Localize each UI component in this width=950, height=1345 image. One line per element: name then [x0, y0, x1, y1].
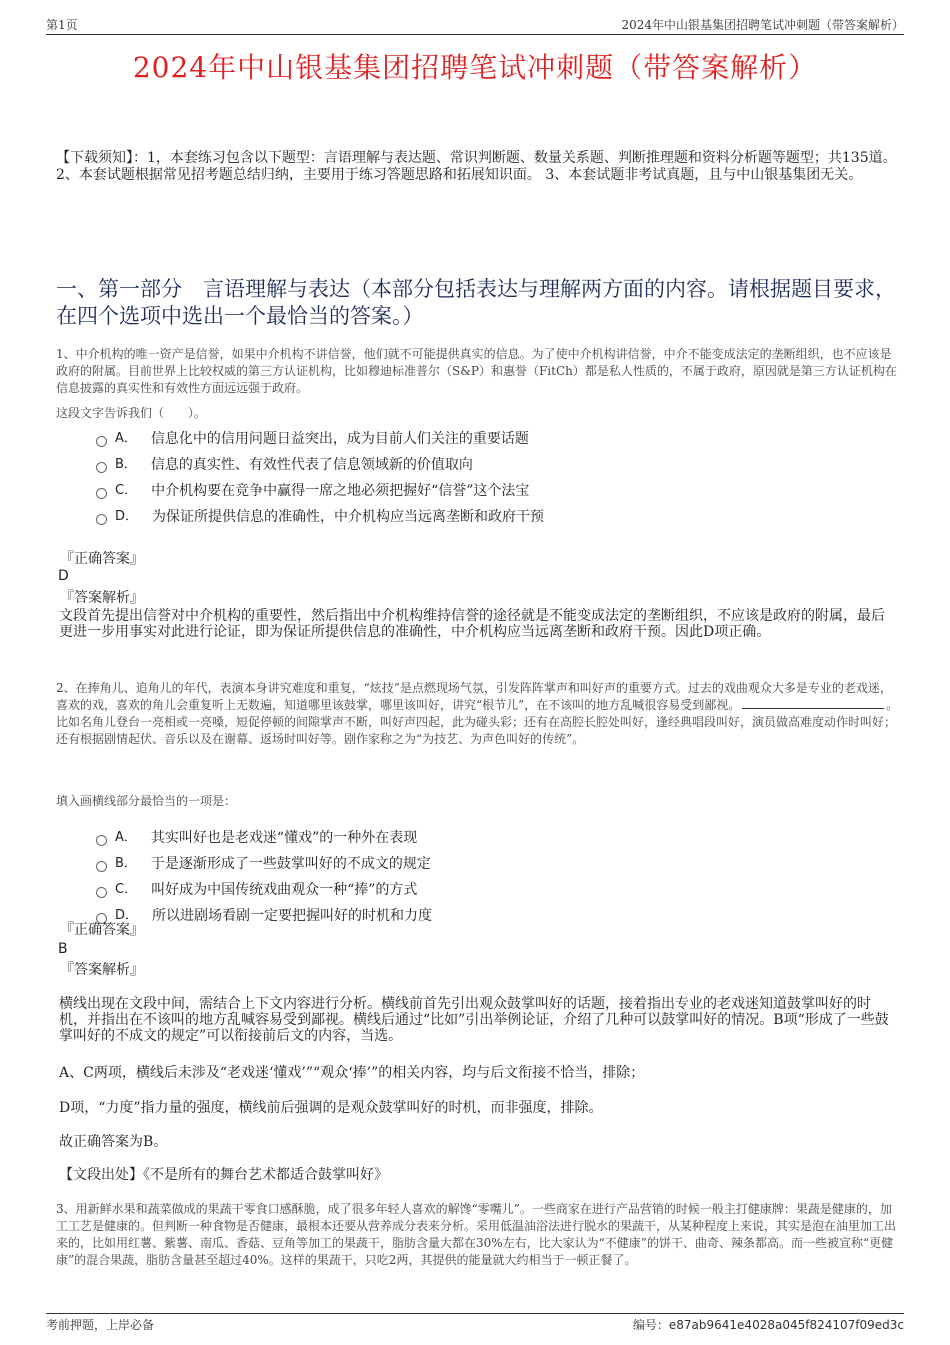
question-1-option-d[interactable]	[96, 504, 896, 530]
option-text: 信息化中的信用问题日益突出，成为目前人们关注的重要话题	[150, 431, 529, 447]
radio-icon[interactable]	[96, 835, 107, 846]
question-2-stem-before: 2、在捧角儿、追角儿的年代，表演本身讲究难度和重复，“炫技”是点燃现场气氛，引发阵阵掌声和叫好声的重要方式。过去的戏曲观众大多是专业的老戏迷，喜欢的戏，喜欢的角儿会重复听上无数遍，知道哪里该鼓掌，哪里该叫好，讲究“根节儿”，在不该叫的地方乱喊很容易受到鄙视。	[56, 681, 892, 712]
question-1-prompt: 这段文字告诉我们（ ）。	[56, 406, 207, 420]
option-letter: A．	[115, 830, 137, 845]
option-text: 其实叫好也是老戏迷“懂戏”的一种外在表现	[150, 830, 418, 846]
question-2-option-a[interactable]	[96, 825, 896, 851]
question-2-option-b[interactable]	[96, 851, 896, 877]
option-letter: C．	[115, 483, 138, 498]
radio-icon[interactable]	[96, 861, 107, 872]
radio-icon[interactable]	[96, 462, 107, 473]
option-letter: B．	[115, 457, 137, 472]
section-heading: 一、第一部分 言语理解与表达（本部分包括表达与理解两方面的内容。请根据题目要求，在四个选项中选出一个最恰当的答案。）	[56, 277, 896, 328]
option-letter: B．	[115, 856, 137, 871]
question-3-stem: 3、用新鲜水果和蔬菜做成的果蔬干零食口感酥脆，成了很多年轻人喜欢的解馋“零嘴儿”。一些商家在进行产品营销的时候一般主打健康牌：果蔬是健康的，加工工艺是健康的。但判断一种食物是否健康，最根本还要从营养成分表来分析。采用低温油浴法进行脱水的果蔬干，从某种程度上来说，其实是泡在油里加工出来的，比如用红薯、紫薯、南瓜、香菇、豆角等加工的果蔬干，脂肪含量大都在30%左右，比大家认为“不健康”的饼干、曲奇、辣条都高。而一些被宣称“更健康”的混合果蔬，脂肪含量甚至超过40%。这样的果蔬干，只吃2两，其提供的能量就大约相当于一顿正餐了。	[56, 1202, 897, 1267]
question-1-analysis: 文段首先提出信誉对中介机构的重要性，然后指出中介机构维持信誉的途径就是不能变成法定的垄断组织，不应该是政府的附属，最后更进一步用事实对此进行论证，即为保证所提供信息的准确性，中介机构应当远离垄断和政府干预。因此D项正确。	[59, 608, 885, 640]
question-2-prompt: 填入画横线部分最恰当的一项是：	[56, 794, 237, 808]
question-2-analysis-ac: A、C两项，横线后未涉及“老戏迷‘懂戏’”“观众‘捧’”的相关内容，均与后文衔接不恰当，排除；	[59, 1065, 645, 1081]
footer-divider	[46, 1313, 904, 1314]
footer-code-value: e87ab9641e4028a045f824107f09ed3c	[668, 1318, 904, 1332]
question-1-option-c[interactable]	[96, 478, 896, 504]
option-letter: A．	[115, 431, 137, 446]
footer-code-label: 编号：	[632, 1318, 669, 1332]
option-text: 为保证所提供信息的准确性，中介机构应当远离垄断和政府干预	[152, 509, 545, 525]
question-2-stem	[56, 680, 902, 748]
question-2-source: 【文段出处】《不是所有的舞台艺术都适合鼓掌叫好》	[59, 1167, 388, 1183]
radio-icon[interactable]	[96, 436, 107, 447]
question-2-analysis-d: D项，“力度”指力量的强度，横线前后强调的是观众鼓掌叫好的时机，而非强度，排除。	[59, 1100, 603, 1116]
question-2-conclusion: 故正确答案为B。	[59, 1134, 168, 1150]
page-number: 第1页	[46, 18, 78, 32]
question-1-analysis-label: 『答案解析』	[60, 590, 144, 606]
download-notice: 【下载须知】：1，本套练习包含以下题型：言语理解与表达题、常识判断题、数量关系题、判断推理题和资料分析题等题型；共135道。 2、本套试题根据常见招考题总结归纳，主要用于练习答题思路和拓展知识面。 3、本套试题非考试真题，且与中山银基集团无关。	[56, 150, 897, 183]
radio-icon[interactable]	[96, 514, 107, 525]
question-2-answer-label: 『正确答案』	[60, 922, 144, 938]
header-doc-title: 2024年中山银基集团招聘笔试冲刺题（带答案解析）	[621, 18, 904, 32]
question-1-option-a[interactable]	[96, 426, 896, 452]
question-2-option-c[interactable]	[96, 877, 896, 903]
option-text: 于是逐渐形成了一些鼓掌叫好的不成文的规定	[150, 856, 431, 872]
question-2-options	[96, 825, 896, 929]
option-text: 叫好成为中国传统戏曲观众一种“捧”的方式	[151, 882, 418, 898]
question-2-answer: B	[58, 941, 68, 957]
footer-code	[633, 1316, 904, 1333]
radio-icon[interactable]	[96, 488, 107, 499]
question-1-answer-label: 『正确答案』	[60, 551, 144, 567]
question-1-answer: D	[58, 568, 69, 584]
fill-blank	[742, 698, 884, 709]
question-2-analysis-label: 『答案解析』	[60, 962, 144, 978]
footer-slogan: 考前押题，上岸必备	[46, 1318, 155, 1332]
page-title: 2024年中山银基集团招聘笔试冲刺题（带答案解析）	[132, 51, 818, 84]
option-text: 中介机构要在竞争中赢得一席之地必须把握好“信誉”这个法宝	[151, 483, 530, 499]
question-1-options	[96, 426, 896, 530]
option-text: 所以进剧场看剧一定要把握叫好的时机和力度	[152, 908, 433, 924]
question-2-analysis: 横线出现在文段中间，需结合上下文内容进行分析。横线前首先引出观众鼓掌叫好的话题，接着指出专业的老戏迷知道鼓掌叫好的时机，并指出在不该叫的地方乱喊容易受到鄙视。横线后通过“比如”引出举例论证，介绍了几种可以鼓掌叫好的情况。B项“形成了一些鼓掌叫好的不成文的规定”可以衔接前后文的内容，当选。	[59, 996, 889, 1044]
question-2-option-d[interactable]	[96, 903, 896, 929]
option-letter: C．	[115, 882, 138, 897]
option-letter: D．	[115, 509, 139, 524]
option-text: 信息的真实性、有效性代表了信息领域新的价值取向	[150, 457, 473, 473]
question-1-stem: 1、中介机构的唯一资产是信誉，如果中介机构不讲信誉，他们就不可能提供真实的信息。为了使中介机构讲信誉，中介不能变成法定的垄断组织，也不应该是政府的附属。目前世界上比较权威的第三方认证机构，比如穆迪标准普尔（S&P）和惠誉（FitCh）都是私人性质的，不属于政府，原因就是第三方认证机构在信息披露的真实性和有效性方面远远强于政府。	[56, 347, 897, 395]
option-letter: D．	[115, 908, 139, 923]
question-1-option-b[interactable]	[96, 452, 896, 478]
question-2-stem-after: 。比如名角儿登台一亮相或一亮嗓，短促停顿的间隙掌声不断，叫好声四起，此为碰头彩；还有在高腔长腔处叫好，逢经典唱段叫好，演员做高难度动作时叫好；还有根据剧情起伏、音乐以及在谢幕、返场时叫好等。剧作家称之为“为技艺、为声色叫好的传统”。	[56, 698, 899, 746]
radio-icon[interactable]	[96, 887, 107, 898]
header-divider	[46, 34, 904, 35]
